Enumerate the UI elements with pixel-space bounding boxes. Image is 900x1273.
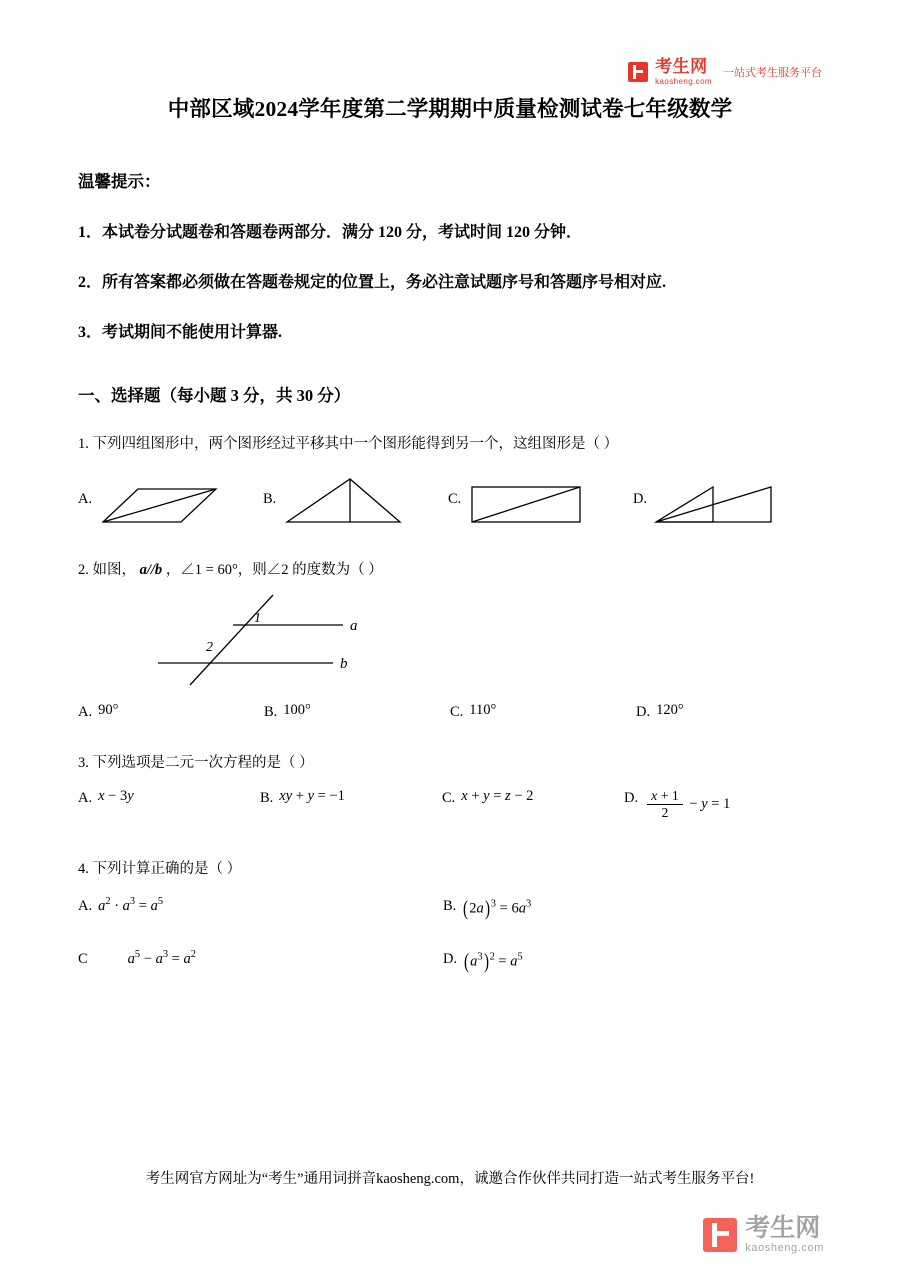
watermark-domain: kaosheng.com [745,1242,824,1255]
option-value-d: 120° [656,702,684,718]
question-1-option-b[interactable] [263,467,448,532]
figure-rectangle-diagonal [467,467,592,532]
svg-text:1: 1 [254,611,261,626]
option-label-b: B. [260,790,274,806]
question-4-number: 4. [78,861,89,877]
question-3-text: 下列选项是二元一次方程的是（ ） [92,755,314,771]
question-1-option-a[interactable] [78,467,263,532]
question-4-text: 下列计算正确的是（ ） [92,861,242,877]
option-label-a: A. [78,704,93,720]
page-title: 中部区域2024学年度第二学期期中质量检测试卷七年级数学 [167,97,733,121]
option-value-c: x + y = z − 2 [461,788,534,804]
svg-text:b: b [340,656,348,672]
svg-text:a: a [350,618,358,634]
option-label-a: A. [78,898,93,914]
question-2-option-d[interactable] [636,702,822,721]
question-2-option-b[interactable] [264,702,450,721]
question-2-option-a[interactable] [78,702,264,721]
option-label-a: A. [78,790,93,806]
option-label-b: B. [443,898,457,914]
question-2-text-mid: ，∠1 = 60°，则∠2 的度数为（ ） [165,562,383,578]
question-4-stem [78,857,822,878]
option-label-c: C. [442,790,456,806]
option-label-c: C. [450,704,464,720]
footer-note: 考生网官方网址为“考生”通用词拼音kaosheng.com，诚邀合作伙伴共同打造一站式考生服务平台! [145,1171,755,1187]
option-value-d: $\frac{x + 1}{2}$ − y = 1 [644,788,730,821]
option-value-d: $(a^3)^2 = a^5$ [464,949,523,973]
option-value-c: $a^5 - a^3 = a^2$ [127,949,196,967]
tip-item-1: 1．本试卷分试题卷和答题卷两部分．满分 120 分，考试时间 120 分钟． [78,224,583,241]
svg-text:2: 2 [206,640,213,655]
figure-triangle-split [282,467,407,532]
question-4-option-d[interactable] [443,949,808,974]
question-3-option-c[interactable] [442,788,624,807]
question-1-text: 下列四组图形中，两个图形经过平移其中一个图形能得到另一个，这组图形是（ ） [92,436,619,452]
section-heading: 一、选择题（每小题 3 分，共 30 分） [78,386,351,405]
question-3-option-d[interactable] [624,788,806,821]
question-1-option-d[interactable] [633,467,818,532]
option-label-b: B. [263,491,277,507]
option-label-c: C [78,951,88,967]
question-2-options [78,702,822,721]
question-2-figure [128,585,822,700]
question-4-option-b[interactable] [443,896,808,921]
question-2-math: a//b [139,562,163,578]
brand-logo [628,58,822,86]
option-label-d: D. [624,790,639,806]
tip-item-3: 3．考试期间不能使用计算器. [78,324,283,341]
question-4-option-a[interactable] [78,896,443,915]
option-label-d: D. [633,491,648,507]
brand-domain: kaosheng.com [655,77,712,86]
question-3-number: 3. [78,755,89,771]
tip-item-2: 2．所有答案都必须做在答题卷规定的位置上，务必注意试题序号和答题序号相对应. [78,274,667,291]
option-value-a: 90° [98,702,119,718]
question-1-option-c[interactable] [448,467,633,532]
question-3-option-a[interactable] [78,788,260,807]
tips-heading: 温馨提示： [78,172,161,191]
option-label-c: C. [448,491,462,507]
option-value-b: xy + y = −1 [279,788,345,804]
option-value-b: 100° [283,702,311,718]
option-value-c: 110° [469,702,497,718]
question-2-option-c[interactable] [450,702,636,721]
question-1-stem [78,432,822,453]
figure-two-triangles [653,467,778,532]
watermark-logo [703,1215,824,1255]
brand-tagline: 一站式考生服务平台 [723,67,822,79]
question-3-options [78,788,822,821]
option-label-d: D. [636,704,651,720]
figure-parallelogram-pair [98,467,223,532]
option-label-b: B. [264,704,278,720]
brand-text-group [655,58,712,86]
question-3-stem [78,751,822,772]
option-label-a: A. [78,491,93,507]
option-label-d: D. [443,951,458,967]
question-1-options [78,467,822,532]
watermark-name: 考生网 [745,1214,821,1243]
brand-name: 考生网 [655,57,708,76]
watermark-text-group [745,1215,824,1255]
question-3-option-b[interactable] [260,788,442,807]
question-2-stem [78,558,822,579]
question-2-number: 2. [78,562,89,578]
question-4-options-row-2 [78,949,822,974]
question-2-text-pre: 如图， [92,562,136,578]
option-value-b: $(2a)^3 = 6a^3$ [463,896,532,920]
option-value-a: $a^2 \cdot a^3 = a^5$ [98,896,164,914]
kaosheng-watermark-icon [703,1218,737,1252]
kaosheng-logo-icon [628,62,648,82]
question-4-option-c[interactable] [78,949,443,968]
question-4-options-row-1 [78,896,822,921]
option-value-a: x − 3y [98,788,134,804]
question-1-number: 1. [78,436,89,452]
